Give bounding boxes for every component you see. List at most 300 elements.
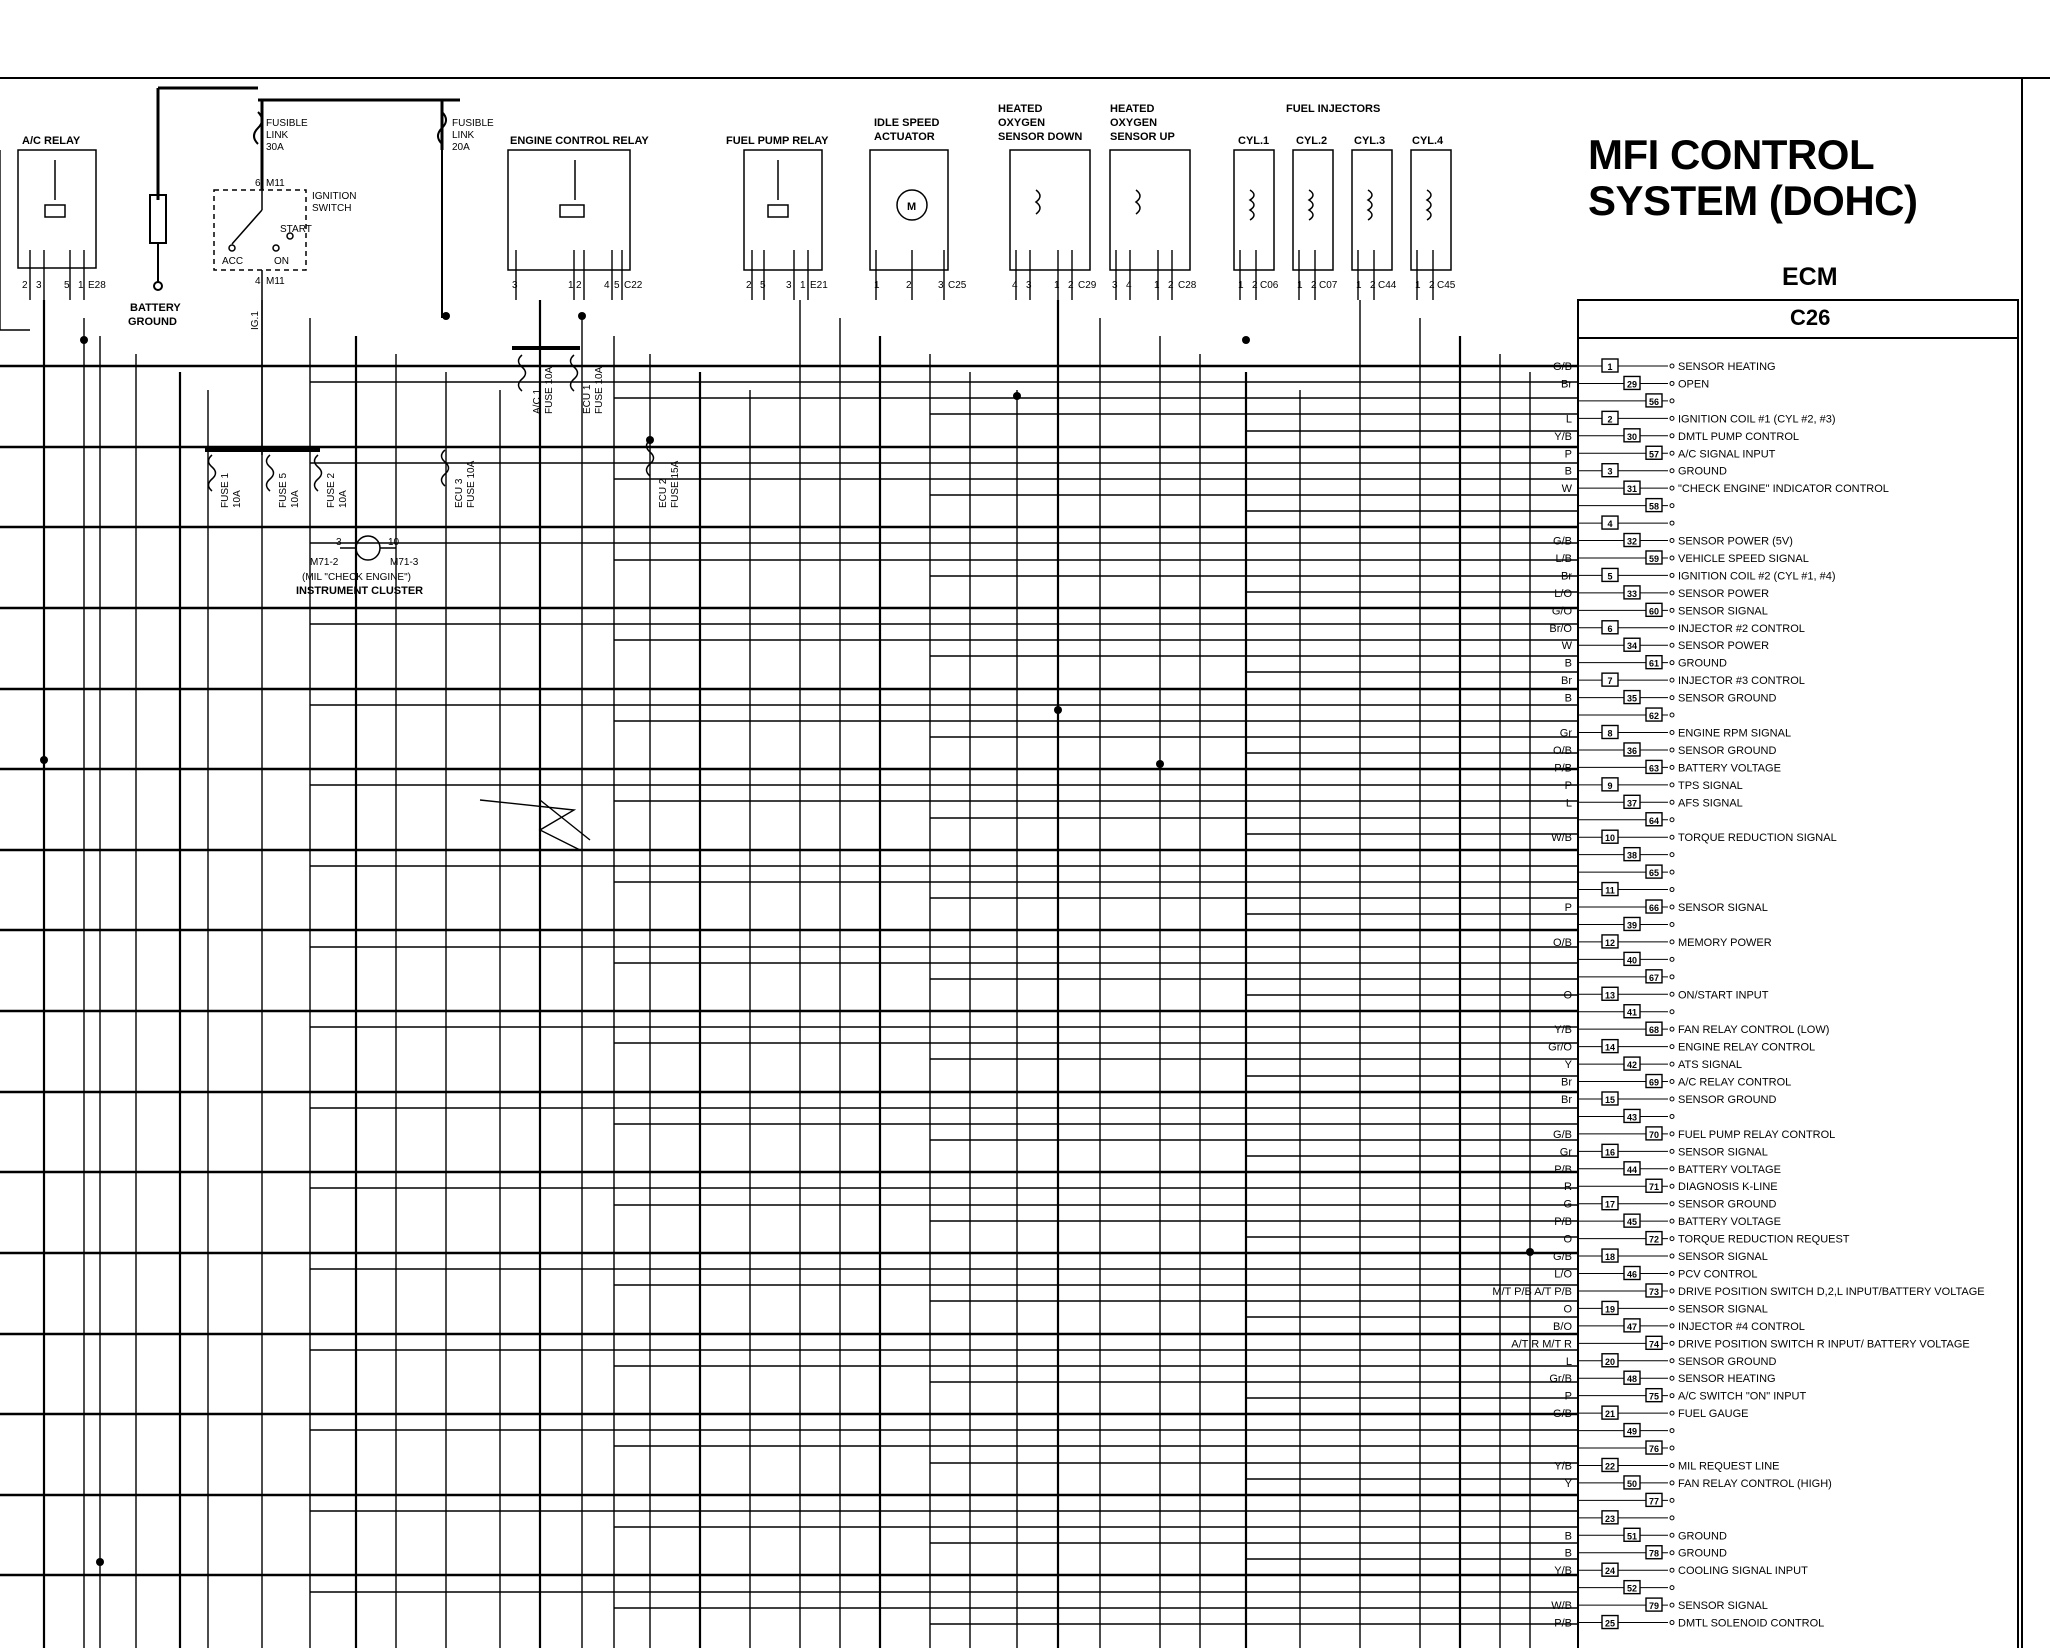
ecm-pin-terminal [1670,451,1674,455]
ecm-pin-row [1578,865,1674,878]
ecm-pin-terminal [1670,800,1674,804]
fuse-1-l2: 10A [232,490,243,508]
ecm-pin-number: 39 [1626,920,1638,931]
wire-network [0,150,1578,1648]
ecm-pin-terminal [1670,888,1674,892]
ecm-pin-description: AFS SIGNAL [1678,797,1743,810]
ecm-pin-number: 36 [1626,745,1638,756]
ecm-pin-wire-color: L [1565,1355,1572,1368]
ecm-pin-terminal [1670,486,1674,490]
ecm-pin-row [1554,1616,1824,1630]
ecm-pin-row [1549,621,1805,635]
mil-conn-left: M71-2 [310,557,339,568]
ecm-pin-description: VEHICLE SPEED SIGNAL [1678,552,1809,565]
ecm-pin-row [1561,673,1805,687]
ecm-pin-terminal [1670,1621,1674,1625]
ecm-pin-number: 68 [1648,1025,1660,1036]
o2u-pin-4: 2 [1168,280,1174,291]
o2u-pin-3: 1 [1154,280,1160,291]
ecm-pin-row [1553,359,1776,373]
ecm-pin-terminal [1670,1516,1674,1520]
ecm-pin-description: MEMORY POWER [1678,936,1772,949]
ecm-pin-description: ENGINE RELAY CONTROL [1678,1041,1816,1054]
ecm-pin-terminal [1670,1463,1674,1467]
ecm-pin-terminal [1670,1202,1674,1206]
ecm-pin-description: SENSOR POWER [1678,640,1770,653]
cyl1-name: CYL.1 [1238,135,1270,147]
ecm-pin-number: 44 [1626,1164,1638,1175]
fuse-5-l1: FUSE 5 [278,472,289,508]
ecm-pin-wire-color: Y/B [1554,1565,1572,1578]
ecm-pin-number: 35 [1626,693,1638,704]
ecm-pin-row [1564,1179,1778,1193]
ecm-pin-wire-color: P [1564,448,1572,461]
mil-label-1: (MIL "CHECK ENGINE") [302,572,411,583]
ecm-box [1578,300,2018,1648]
ecm-pin-row [1560,725,1791,739]
ecm-pin-row [1565,1476,1832,1490]
ecm-pin-terminal [1670,364,1674,368]
ecm-pin-description: TPS SIGNAL [1678,779,1743,792]
ecm-pin-description: SENSOR GROUND [1678,1198,1777,1211]
fpr-conn: E21 [810,280,828,291]
ecm-pin-row [1560,1144,1768,1158]
ign-label-2: SWITCH [312,203,352,214]
ecm-pin-row [1554,760,1781,774]
title-line-2: SYSTEM (DOHC) [1588,177,1918,224]
ecm-pin-description: SENSOR HEATING [1678,361,1776,373]
mil-conn-right: M71-3 [390,557,419,568]
ecm-pin-terminal [1670,1062,1674,1066]
ecm-pin-row [1578,1424,1674,1437]
ecm-pin-row [1562,638,1770,652]
cyl3-name: CYL.3 [1354,135,1386,147]
ac-relay-pin-1: 2 [22,280,28,291]
ecm-pin-wire-color: O [1563,1233,1572,1246]
ecm-pin-description: COOLING SIGNAL INPUT [1678,1565,1808,1578]
ecm-pin-terminal [1670,1411,1674,1415]
ecm-pin-number: 42 [1626,1060,1638,1071]
ecm-pin-wire-color: G/B [1553,1408,1572,1421]
ecm-pin-description: INJECTOR #3 CONTROL [1678,675,1805,688]
ecm-pin-terminal [1670,1149,1674,1153]
ign-top-conn: M11 [266,178,285,189]
ecm-pin-description: SENSOR POWER (5V) [1678,535,1793,548]
ecm-pin-terminal [1670,870,1674,874]
fuse-ac1-l1: A/C 1 [532,388,543,414]
ecm-pin-row [1578,1581,1674,1594]
ecm-pin-description: A/C SWITCH "ON" INPUT [1678,1390,1807,1403]
ecm-pin-description: IGNITION COIL #2 (CYL #1, #4) [1678,570,1836,583]
ecr-pin-1: 3 [512,280,518,291]
ecm-pin-terminal [1670,1394,1674,1398]
ecm-pin-number: 10 [1604,833,1616,844]
ecm-pin-terminal [1670,591,1674,595]
ecm-pin-description: ATS SIGNAL [1678,1059,1742,1072]
ign-start: START [280,224,312,235]
ecm-pin-row [1565,1057,1742,1071]
ecm-pin-description: FUEL PUMP RELAY CONTROL [1678,1128,1836,1141]
o2d-pin-1: 4 [1012,280,1018,291]
ecm-pin-description: FAN RELAY CONTROL (LOW) [1678,1024,1830,1037]
o2u-label-3: SENSOR UP [1110,131,1175,143]
fuse-ecu2-l2: FUSE 15A [670,460,681,508]
cyl2-conn: C07 [1319,280,1338,291]
ecr-label: ENGINE CONTROL RELAY [510,135,649,147]
ecr-conn: C22 [624,280,643,291]
ecm-pin-description: GROUND [1678,465,1727,478]
ecm-pin-number: 56 [1648,396,1660,407]
ecm-pin-terminal [1670,469,1674,473]
fuse-ecu1-l2: FUSE 10A [594,366,605,414]
cyl1-pin-1: 1 [1238,280,1244,291]
ecm-pin-terminal [1670,1551,1674,1555]
ecm-pin-row [1563,1197,1776,1211]
ecm-pin-row [1554,429,1799,443]
fuse-ecu3-l1: ECU 3 [454,478,465,508]
ecm-pin-terminal [1670,608,1674,612]
ecm-pin-description: SENSOR SIGNAL [1678,605,1768,618]
ecm-pin-terminal [1670,539,1674,543]
ecm-pin-description: SENSOR GROUND [1678,692,1777,705]
ign-label-1: IGNITION [312,191,357,202]
ecm-pin-terminal [1670,1010,1674,1014]
cyl2-pin-1: 1 [1297,280,1303,291]
ecm-pin-description: SENSOR POWER [1678,587,1770,600]
ecm-pin-number: 79 [1648,1601,1660,1612]
cyl4-pin-1: 1 [1415,280,1421,291]
ecm-pin-terminal [1670,1533,1674,1537]
ecm-pin-number: 30 [1626,431,1638,442]
ecm-pin-terminal [1670,818,1674,822]
ecm-pin-terminal [1670,1341,1674,1345]
ecm-pin-terminal [1670,1254,1674,1258]
ecm-pin-wire-color: G [1563,1198,1572,1211]
fuse-ac1-l2: FUSE 10A [544,366,555,414]
cyl3-conn: C44 [1378,280,1397,291]
ecm-pin-wire-color: O [1563,989,1572,1002]
o2u-pin-1: 3 [1112,280,1118,291]
ac-relay-conn: E28 [88,280,106,291]
ecm-pin-description: GROUND [1678,657,1727,670]
ecm-pin-wire-color: L [1565,413,1572,426]
ecm-pin-number: 66 [1648,903,1660,914]
ecm-pin-row [1551,830,1837,844]
ecm-pin-row [1563,1301,1767,1315]
ecm-pin-description: DMTL SOLENOID CONTROL [1678,1617,1825,1630]
ecm-pin-terminal [1670,992,1674,996]
ecm-pin-terminal [1670,1045,1674,1049]
fuse-ecu3-l2: FUSE 10A [466,460,477,508]
ecm-pin-terminal [1670,1080,1674,1084]
ecm-pin-number: 34 [1626,641,1638,652]
fuse-2-l1: FUSE 2 [326,472,337,508]
ecm-pin-description: SENSOR GROUND [1678,1355,1777,1368]
ecm-pin-description: SENSOR SIGNAL [1678,902,1768,915]
ecm-pin-description: SENSOR HEATING [1678,1373,1776,1386]
ecm-pin-row [1578,1109,1674,1122]
ecm-pin-terminal [1670,730,1674,734]
ecm-pin-row [1578,499,1674,512]
mil-pin-left: 3 [336,537,342,548]
ecm-pin-row [1565,1546,1727,1560]
ecm-pin-wire-color: B [1564,465,1572,478]
ecm-pin-description: SENSOR GROUND [1678,744,1777,757]
ecm-pin-row [1566,1354,1777,1368]
ecm-pin-row [1554,1214,1781,1228]
ecm-pin-number: 43 [1626,1112,1638,1123]
ign-on: ON [274,256,289,267]
ecm-pin-description: ENGINE RPM SIGNAL [1678,727,1792,740]
ecm-pin-row [1548,1040,1815,1054]
ecm-pin-row [1578,1005,1674,1018]
ecm-pin-row [1553,1406,1748,1420]
ecm-pin-row [1553,743,1776,757]
ecm-pin-number: 2 [1607,414,1613,425]
fusible-link-30a-label-2: LINK [266,130,289,141]
isa-motor: M [907,201,917,213]
ecm-pin-terminal [1670,1219,1674,1223]
isa-label-1: IDLE SPEED [874,117,940,129]
ecm-pin-number: 51 [1626,1531,1638,1542]
ecm-pin-description: SENSOR SIGNAL [1678,1146,1768,1159]
ecr-pin-5: 5 [614,280,620,291]
ecm-pin-row [1566,411,1836,425]
ecm-pin-description: FUEL GAUGE [1678,1408,1749,1421]
ecm-pin-number: 31 [1626,484,1638,495]
ecm-pin-wire-color: Br [1561,1093,1572,1106]
ecm-pin-wire-color: B/O [1553,1320,1572,1333]
fpr-pin-4: 1 [800,280,806,291]
ecm-pin-terminal [1670,573,1674,577]
ecm-pin-wire-color: Br/O [1549,622,1572,635]
ecm-pin-description: ON/START INPUT [1678,989,1769,1002]
ecm-pin-wire-color: Gr [1559,1146,1572,1159]
ecm-pin-row [1562,481,1889,495]
mil-label-2: INSTRUMENT CLUSTER [296,585,424,597]
ecm-pin-wire-color: P/B [1554,1617,1572,1630]
o2u-label-1: HEATED [1110,103,1155,115]
ecm-pin-row [1551,1598,1768,1612]
ecm-pin-wire-color: L [1565,797,1572,810]
ecm-pin-number: 45 [1626,1217,1638,1228]
battery-label-2: GROUND [128,316,177,328]
ecm-pin-terminal [1670,399,1674,403]
ecm-pin-terminal [1670,504,1674,508]
ecm-pin-row [1566,795,1743,809]
ecm-pin-description: DRIVE POSITION SWITCH D,2,L INPUT/BATTERY VOLTAGE [1678,1285,1985,1298]
ecm-pin-number: 11 [1605,885,1615,896]
ecm-pin-terminal [1670,1498,1674,1502]
battery-symbol [150,195,166,290]
ecm-pin-number: 5 [1607,571,1613,582]
ecm-pin-number: 75 [1648,1391,1660,1402]
ign-top-pin: 6 [255,178,261,189]
ecm-pin-wire-color: B [1564,657,1572,670]
ecm-pin-wire-color: Gr/B [1549,1373,1572,1386]
ecm-pin-row [1553,534,1793,548]
ecm-pin-number: 33 [1626,588,1638,599]
ecm-pin-row [1555,551,1808,565]
ecm-pin-row [1578,1441,1674,1454]
ecm-pin-terminal [1670,381,1674,385]
o2d-pin-3: 1 [1054,280,1060,291]
cyl4-name: CYL.4 [1412,135,1444,147]
ecm-pin-wire-color: P/B [1554,1216,1572,1229]
cyl1-conn: C06 [1260,280,1279,291]
ecm-pin-number: 20 [1604,1356,1616,1367]
ecm-pin-terminal [1670,1114,1674,1118]
ecm-pin-terminal [1670,661,1674,665]
ecm-pin-row [1578,848,1674,861]
o2u-pin-2: 4 [1126,280,1132,291]
ecm-pin-row [1565,778,1743,792]
ecm-pin-wire-color: O/B [1553,744,1572,757]
ecm-pin-number: 4 [1607,519,1613,530]
ecm-pin-row [1549,1371,1775,1385]
ecm-pin-row [1565,464,1727,478]
ecr-pin-3: 2 [576,280,582,291]
ecm-pin-terminal [1670,1237,1674,1241]
ign-bottom-conn: M11 [266,276,285,287]
ecm-pin-terminal [1670,905,1674,909]
ecm-pin-number: 12 [1604,937,1616,948]
isa-label-2: ACTUATOR [874,131,935,143]
fuse-icons [209,355,654,491]
ecm-pin-description: BATTERY VOLTAGE [1678,762,1781,775]
fuse-2-l2: 10A [338,490,349,508]
ecm-pin-terminal [1670,556,1674,560]
ecm-pin-number: 73 [1648,1286,1660,1297]
ecm-pin-number: 3 [1607,466,1613,477]
battery-label-1: BATTERY [130,302,181,314]
ecm-pin-description: DMTL PUMP CONTROL [1678,430,1800,443]
ecm-pin-row [1554,586,1769,600]
ecm-connector-label: C26 [1790,305,1831,330]
ecm-pin-number: 47 [1626,1321,1638,1332]
isa-pin-1: 1 [874,280,880,291]
ecm-pin-row [1565,446,1776,460]
ecm-pin-wire-color: B [1564,1547,1572,1560]
ecm-pin-terminal [1670,1132,1674,1136]
ecm-pin-row [1554,1162,1781,1176]
ecm-pin-description: TORQUE REDUCTION SIGNAL [1678,832,1837,845]
ecm-pin-row [1553,1319,1805,1333]
ecm-pin-row [1554,1022,1829,1036]
ecm-pin-row [1578,516,1674,529]
o2d-label-3: SENSOR DOWN [998,131,1083,143]
ecm-pin-number: 52 [1626,1583,1638,1594]
ecm-pin-row [1578,952,1674,965]
ecm-pin-description: PCV CONTROL [1678,1268,1758,1281]
fusible-link-30a-label-1: FUSIBLE [266,118,308,129]
ecm-pin-terminal [1670,1586,1674,1590]
wire [0,150,30,330]
ecm-pin-row [1561,1075,1791,1089]
ecm-pin-number: 49 [1626,1426,1638,1437]
o2d-label-2: OXYGEN [998,117,1046,129]
fuel-pump-relay [744,150,822,270]
ecm-pin-description: FAN RELAY CONTROL (HIGH) [1678,1477,1832,1490]
ecm-pin-number: 48 [1626,1374,1638,1385]
ecm-pin-row [1553,935,1772,949]
ecm-pin-number: 59 [1648,553,1660,564]
o2u-conn: C28 [1178,280,1197,291]
ecm-pin-number: 60 [1648,606,1660,617]
ecm-pin-number: 32 [1626,536,1638,547]
fusible-link-20a-label-2: LINK [452,130,475,141]
mil-pin-right: 10 [388,537,400,548]
fusible-link-20a-label-1: FUSIBLE [452,118,494,129]
ecm-pin-row [1511,1336,1969,1350]
ecm-pin-wire-color: Y/B [1554,1024,1572,1037]
title-line-1: MFI CONTROL [1588,131,1875,178]
ecm-pin-terminal [1670,940,1674,944]
ecm-pin-wire-color: P/B [1554,1163,1572,1176]
fpr-pin-3: 3 [786,280,792,291]
ecm-pin-description: SENSOR SIGNAL [1678,1600,1768,1613]
ecm-pin-row [1578,1511,1674,1524]
ecm-pin-row [1553,1127,1835,1141]
fuse-5-l2: 10A [290,490,301,508]
ecm-pin-terminal [1670,1184,1674,1188]
ecm-pin-wire-color: Br [1561,570,1572,583]
fuse-labels [220,366,681,508]
fuel-injectors-label: FUEL INJECTORS [1286,103,1381,115]
ecm-pin-number: 69 [1648,1077,1660,1088]
ecm-pin-number: 6 [1607,623,1613,634]
ecm-pin-terminal [1670,1272,1674,1276]
ecm-pin-terminal [1670,957,1674,961]
ecm-pin-terminal [1670,521,1674,525]
wire [480,800,580,850]
cyl3-pin-2: 2 [1370,280,1376,291]
ecm-pin-wire-color: Y/B [1554,430,1572,443]
ecm-pin-wire-color: L/O [1554,1268,1572,1281]
ecm-pin-wire-color: Y/B [1554,1460,1572,1473]
ecm-pin-number: 25 [1604,1618,1616,1629]
ecm-pin-terminal [1670,1289,1674,1293]
ecm-pin-wire-color: Y [1564,1477,1572,1490]
o2d-label-1: HEATED [998,103,1043,115]
ecm-pin-description: TORQUE REDUCTION REQUEST [1678,1233,1850,1246]
ecm-pin-number: 17 [1604,1199,1616,1210]
ecm-pin-description: A/C SIGNAL INPUT [1678,448,1776,461]
ecm-pin-number: 70 [1648,1129,1660,1140]
isa-pin-3: 3 [938,280,944,291]
o2d-conn: C29 [1078,280,1097,291]
ecm-pin-wire-color: L/O [1554,587,1572,600]
o2u-label-2: OXYGEN [1110,117,1158,129]
ecm-pin-table [1492,359,1984,1630]
power-bus [158,88,460,200]
ecm-pin-number: 29 [1626,379,1638,390]
ecm-pin-terminal [1670,643,1674,647]
ecm-pin-wire-color: Y [1564,1059,1572,1072]
ecm-pin-terminal [1670,1097,1674,1101]
ecm-pin-row [1553,1249,1768,1263]
ecm-pin-terminal [1670,1568,1674,1572]
ecm-pin-wire-color: A/T R M/T R [1511,1338,1572,1351]
o2d-pin-4: 2 [1068,280,1074,291]
ecm-pin-wire-color: G/B [1553,1251,1572,1264]
ecm-pin-number: 23 [1604,1513,1616,1524]
ecm-pin-number: 46 [1626,1269,1638,1280]
ecm-pin-number: 61 [1648,658,1660,669]
ecm-pin-terminal [1670,765,1674,769]
ecm-pin-description: OPEN [1678,378,1710,391]
cyl4-pin-2: 2 [1429,280,1435,291]
